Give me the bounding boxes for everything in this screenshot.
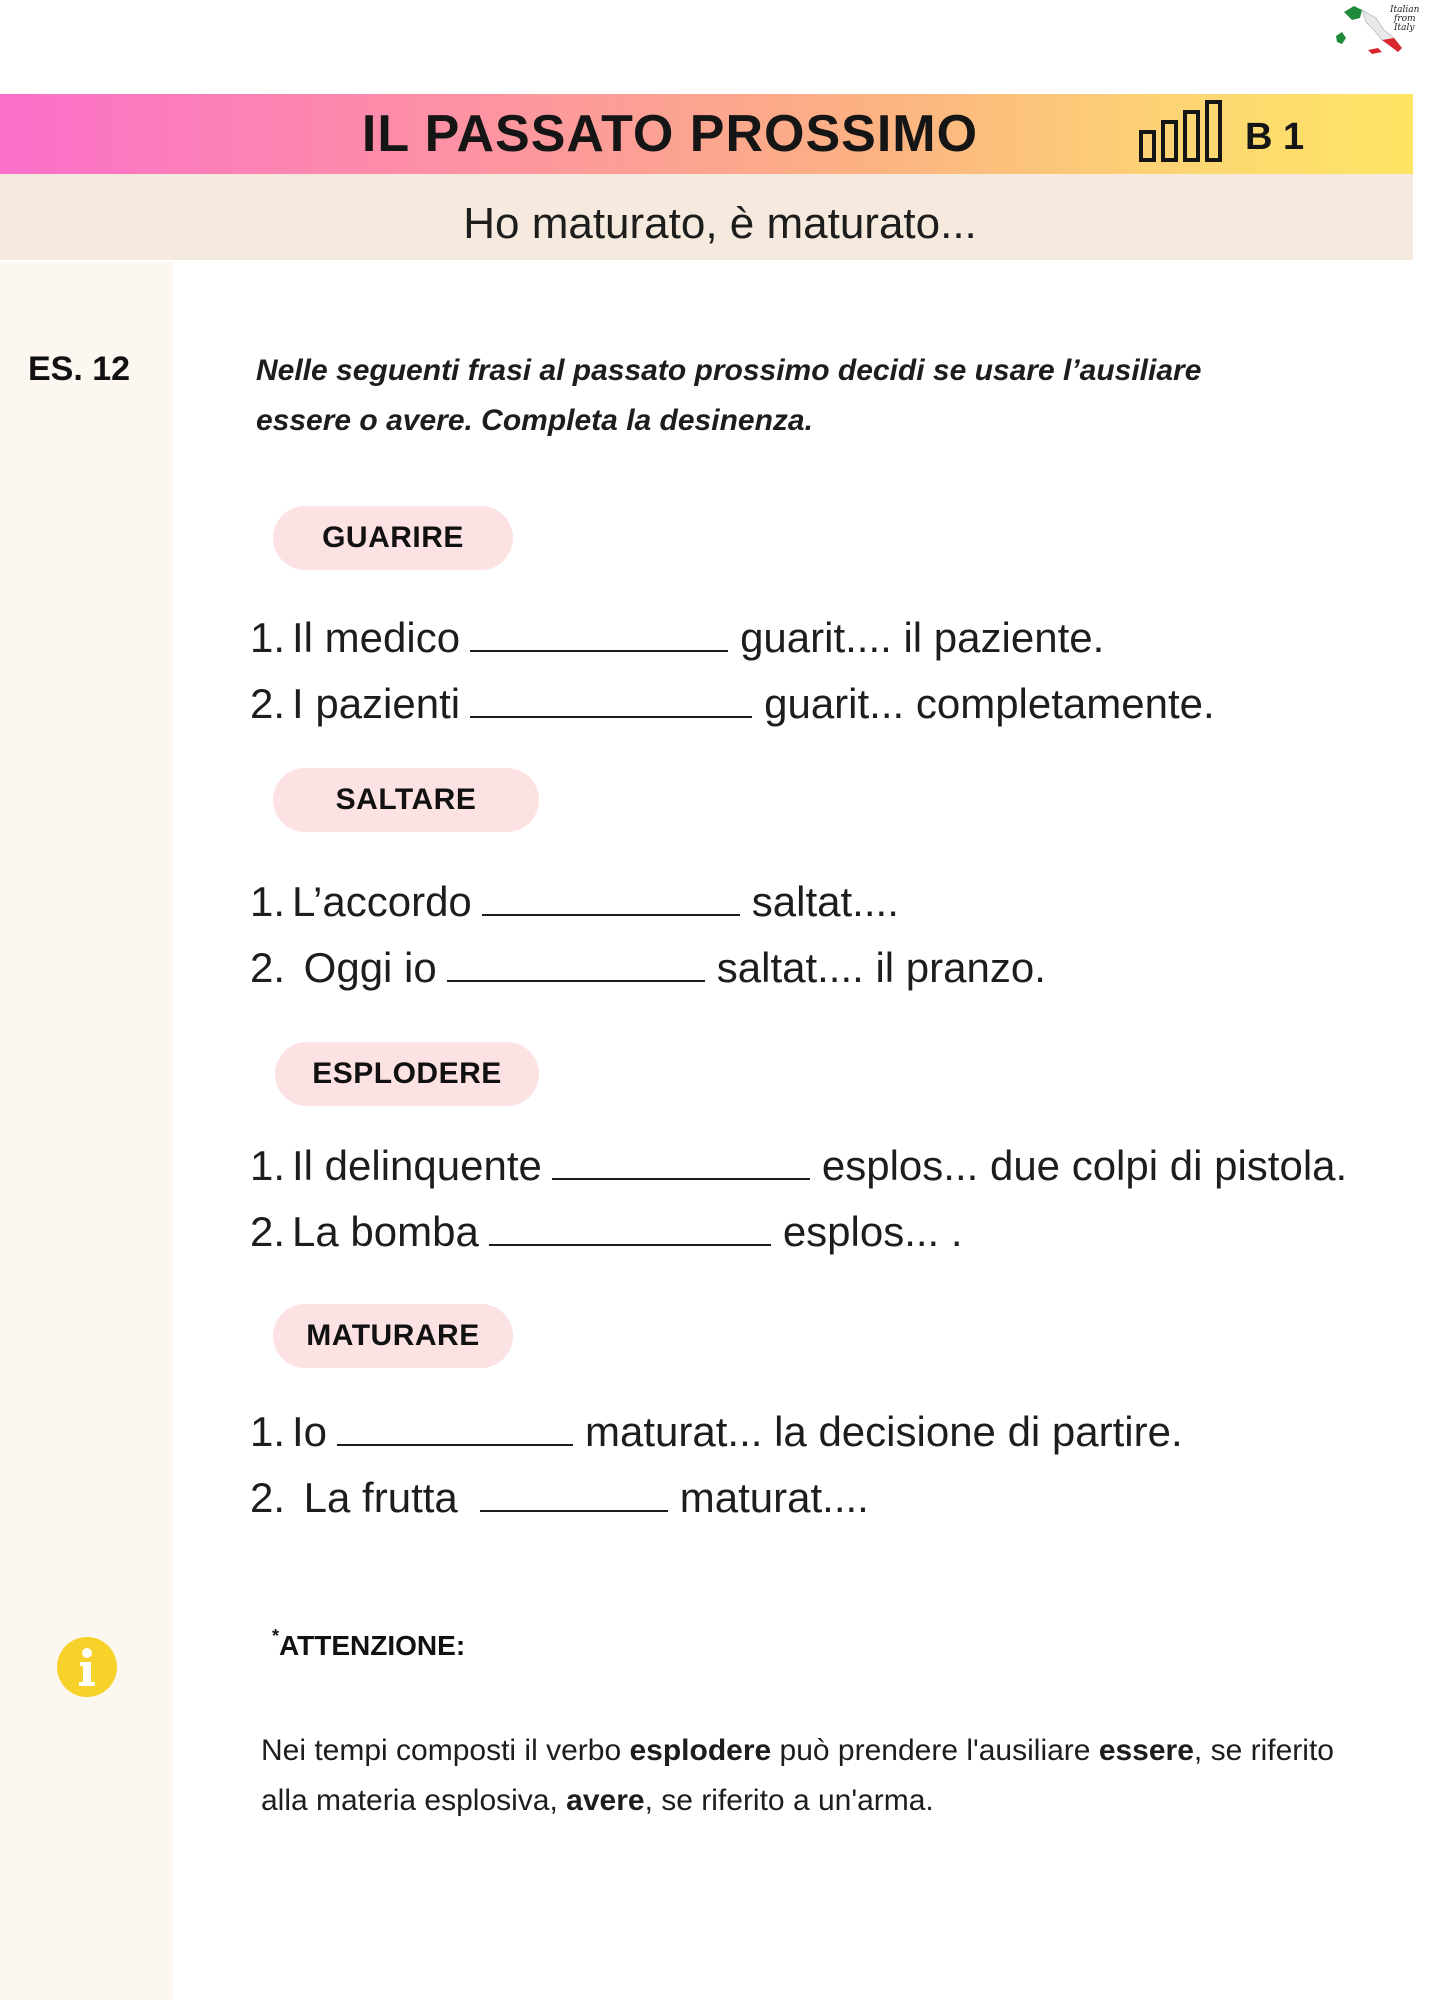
sentence-esplodere-2 [250,1206,963,1258]
answer-blank[interactable] [470,680,752,718]
sentence-end: guarit.... il paziente. [740,614,1105,661]
sentence-start: L’accordo [292,878,472,925]
info-icon [56,1636,118,1698]
sentence-saltare-2 [250,942,1046,994]
sentence-end: guarit... completamente. [764,680,1215,727]
italy-map-icon [1332,0,1420,58]
verb-pill-saltare: SALTARE [273,768,539,832]
note-text: Nei tempi composti il verbo [261,1734,630,1767]
answer-blank[interactable] [482,878,740,916]
signal-bars-icon [1136,98,1228,164]
sentence-start: La bomba [292,1208,479,1255]
note-text: , se riferito a un'arma. [644,1784,934,1817]
answer-blank[interactable] [470,614,728,652]
answer-blank[interactable] [337,1408,573,1446]
sentence-esplodere-1 [250,1140,1347,1192]
sentence-end: saltat.... [751,878,899,925]
logo-text-1: Italian [1390,5,1420,15]
sentence-start: Io [292,1408,328,1455]
sentence-number: 2. [250,680,286,727]
sentence-number: 2. [250,944,286,991]
sentence-start: Oggi io [292,944,437,991]
attention-label: ATTENZIONE: [279,1630,466,1661]
attention-title [272,1626,466,1662]
page-subtitle: Ho maturato, è maturato... [463,199,977,248]
sentence-number: 1. [250,878,286,925]
sentence-end: esplos... due colpi di pistola. [821,1142,1348,1189]
attention-star: * [272,1626,280,1646]
note-bold-esplodere: esplodere [629,1734,772,1767]
note-text: può prendere l'ausiliare [771,1734,1099,1767]
instructions-line-1: Nelle seguenti frasi al passato prossimo decidi se usare l’ausiliare [256,354,1202,387]
answer-blank[interactable] [480,1474,668,1512]
sentence-guarire-2 [250,678,1215,730]
sentence-maturare-1 [250,1406,1183,1458]
sentence-end: saltat.... il pranzo. [716,944,1046,991]
note-bold-avere: avere [566,1784,645,1817]
subtitle-band [0,174,1413,260]
sentence-end: esplos... . [782,1208,963,1255]
instructions-line-2: essere o avere. Completa la desinenza. [256,404,813,437]
logo-text-3: Italy [1394,23,1415,33]
exercise-label: ES. 12 [28,350,131,388]
answer-blank[interactable] [489,1208,771,1246]
answer-blank[interactable] [552,1142,810,1180]
sentence-end: maturat... la decisione di partire. [585,1408,1183,1455]
sentence-maturare-2 [250,1472,869,1524]
sentence-start: I pazienti [292,680,461,727]
left-margin-strip [0,262,173,2000]
header-band [0,94,1413,174]
exercise-instructions [256,346,1296,446]
sentence-number: 2. [250,1474,286,1521]
logo-text-2: from [1394,14,1416,24]
verb-pill-maturare: MATURARE [273,1304,513,1368]
sentence-number: 2. [250,1208,286,1255]
verb-pill-guarire: GUARIRE [273,506,513,570]
attention-note [261,1726,1371,1826]
sentence-number: 1. [250,1408,286,1455]
verb-pill-esplodere: ESPLODERE [275,1042,539,1106]
sentence-saltare-1 [250,876,899,928]
sentence-start: Il delinquente [292,1142,542,1189]
note-bold-essere: essere [1098,1734,1194,1767]
sentence-start: Il medico [292,614,461,661]
note-text: , se riferito alla materia esplosiva, [261,1734,1334,1817]
sentence-end: maturat.... [679,1474,869,1521]
sentence-number: 1. [250,614,286,661]
answer-blank[interactable] [447,944,705,982]
sentence-number: 1. [250,1142,286,1189]
level-badge: B 1 [1245,116,1305,158]
sentence-guarire-1 [250,612,1104,664]
sentence-start: La frutta [292,1474,458,1521]
page-title: IL PASSATO PROSSIMO [361,105,979,163]
